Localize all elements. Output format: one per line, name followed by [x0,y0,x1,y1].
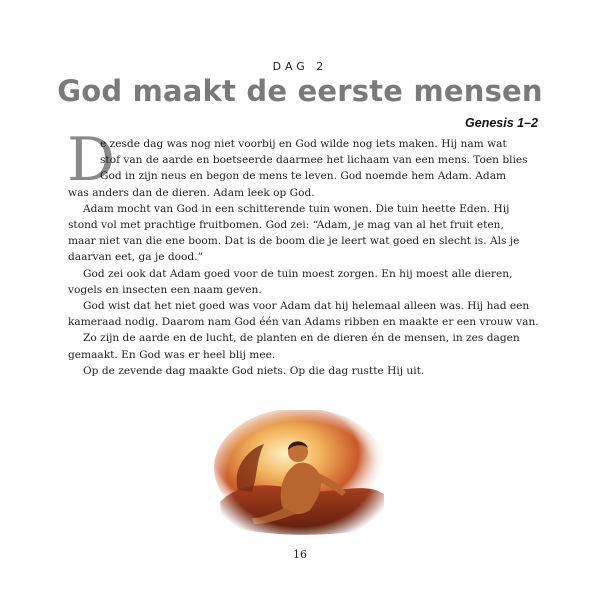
text-line: God in zijn neus en begon de mens te leven. God noemde hem Adam. Adam [100,170,507,183]
page-title: God maakt de eerste mensen [57,74,543,108]
text-line: God wist dat het niet goed was voor Adam dat hij helemaal alleen was. Hij had een [83,300,530,313]
text-line: stof van de aarde en boetseerde daarmee het lichaam van een mens. Toen blies [100,154,528,167]
text-line: stond vol met prachtige fruitbomen. God zei: “Adam, je mag van al het fruit eten, [68,219,504,232]
drop-cap: D [67,125,116,195]
text-line: God zei ook dat Adam goed voor de tuin moest zorgen. En hij moest alle dieren, [83,267,513,280]
text-line: maar niet van die ene boom. Dat is de boom die je leert wat goed en slecht is. Als je [68,235,520,248]
day-label: DAG 2 [272,60,328,73]
text-line: kameraad nodig. Daarom nam God één van Adams ribben en maakte er een vrouw van. [68,316,539,329]
text-line: was anders dan de dieren. Adam leek op God. [68,186,315,199]
text-line: Zo zijn de aarde en de lucht, de planten en de dieren én de mensen, in zes dagen [83,332,520,345]
text-line: Adam mocht van God in een schitterende tuin wonen. Die tuin heette Eden. Hij [83,202,510,215]
text-line: Op de zevende dag maakte God niets. Op die dag rustte Hij uit. [83,364,425,377]
paragraph-2 [68,201,544,266]
paragraph-3 [68,266,544,298]
text-line: gemaakt. En God was er heel blij mee. [68,348,276,361]
story-text [68,136,544,379]
scripture-reference: Genesis 1–2 [465,116,538,130]
paragraph-5 [68,330,544,362]
adam-illustration [212,410,388,538]
text-line: vogels en insecten een naam geven. [68,283,262,296]
paragraph-4 [68,298,544,330]
page-number: 16 [293,548,307,561]
paragraph-1 [68,136,544,185]
paragraph-6 [68,363,544,379]
text-line: e zesde dag was nog niet voorbij en God wilde nog iets maken. Hij nam wat [100,138,507,150]
text-line: daarvan eet, ga je dood.” [68,251,203,264]
